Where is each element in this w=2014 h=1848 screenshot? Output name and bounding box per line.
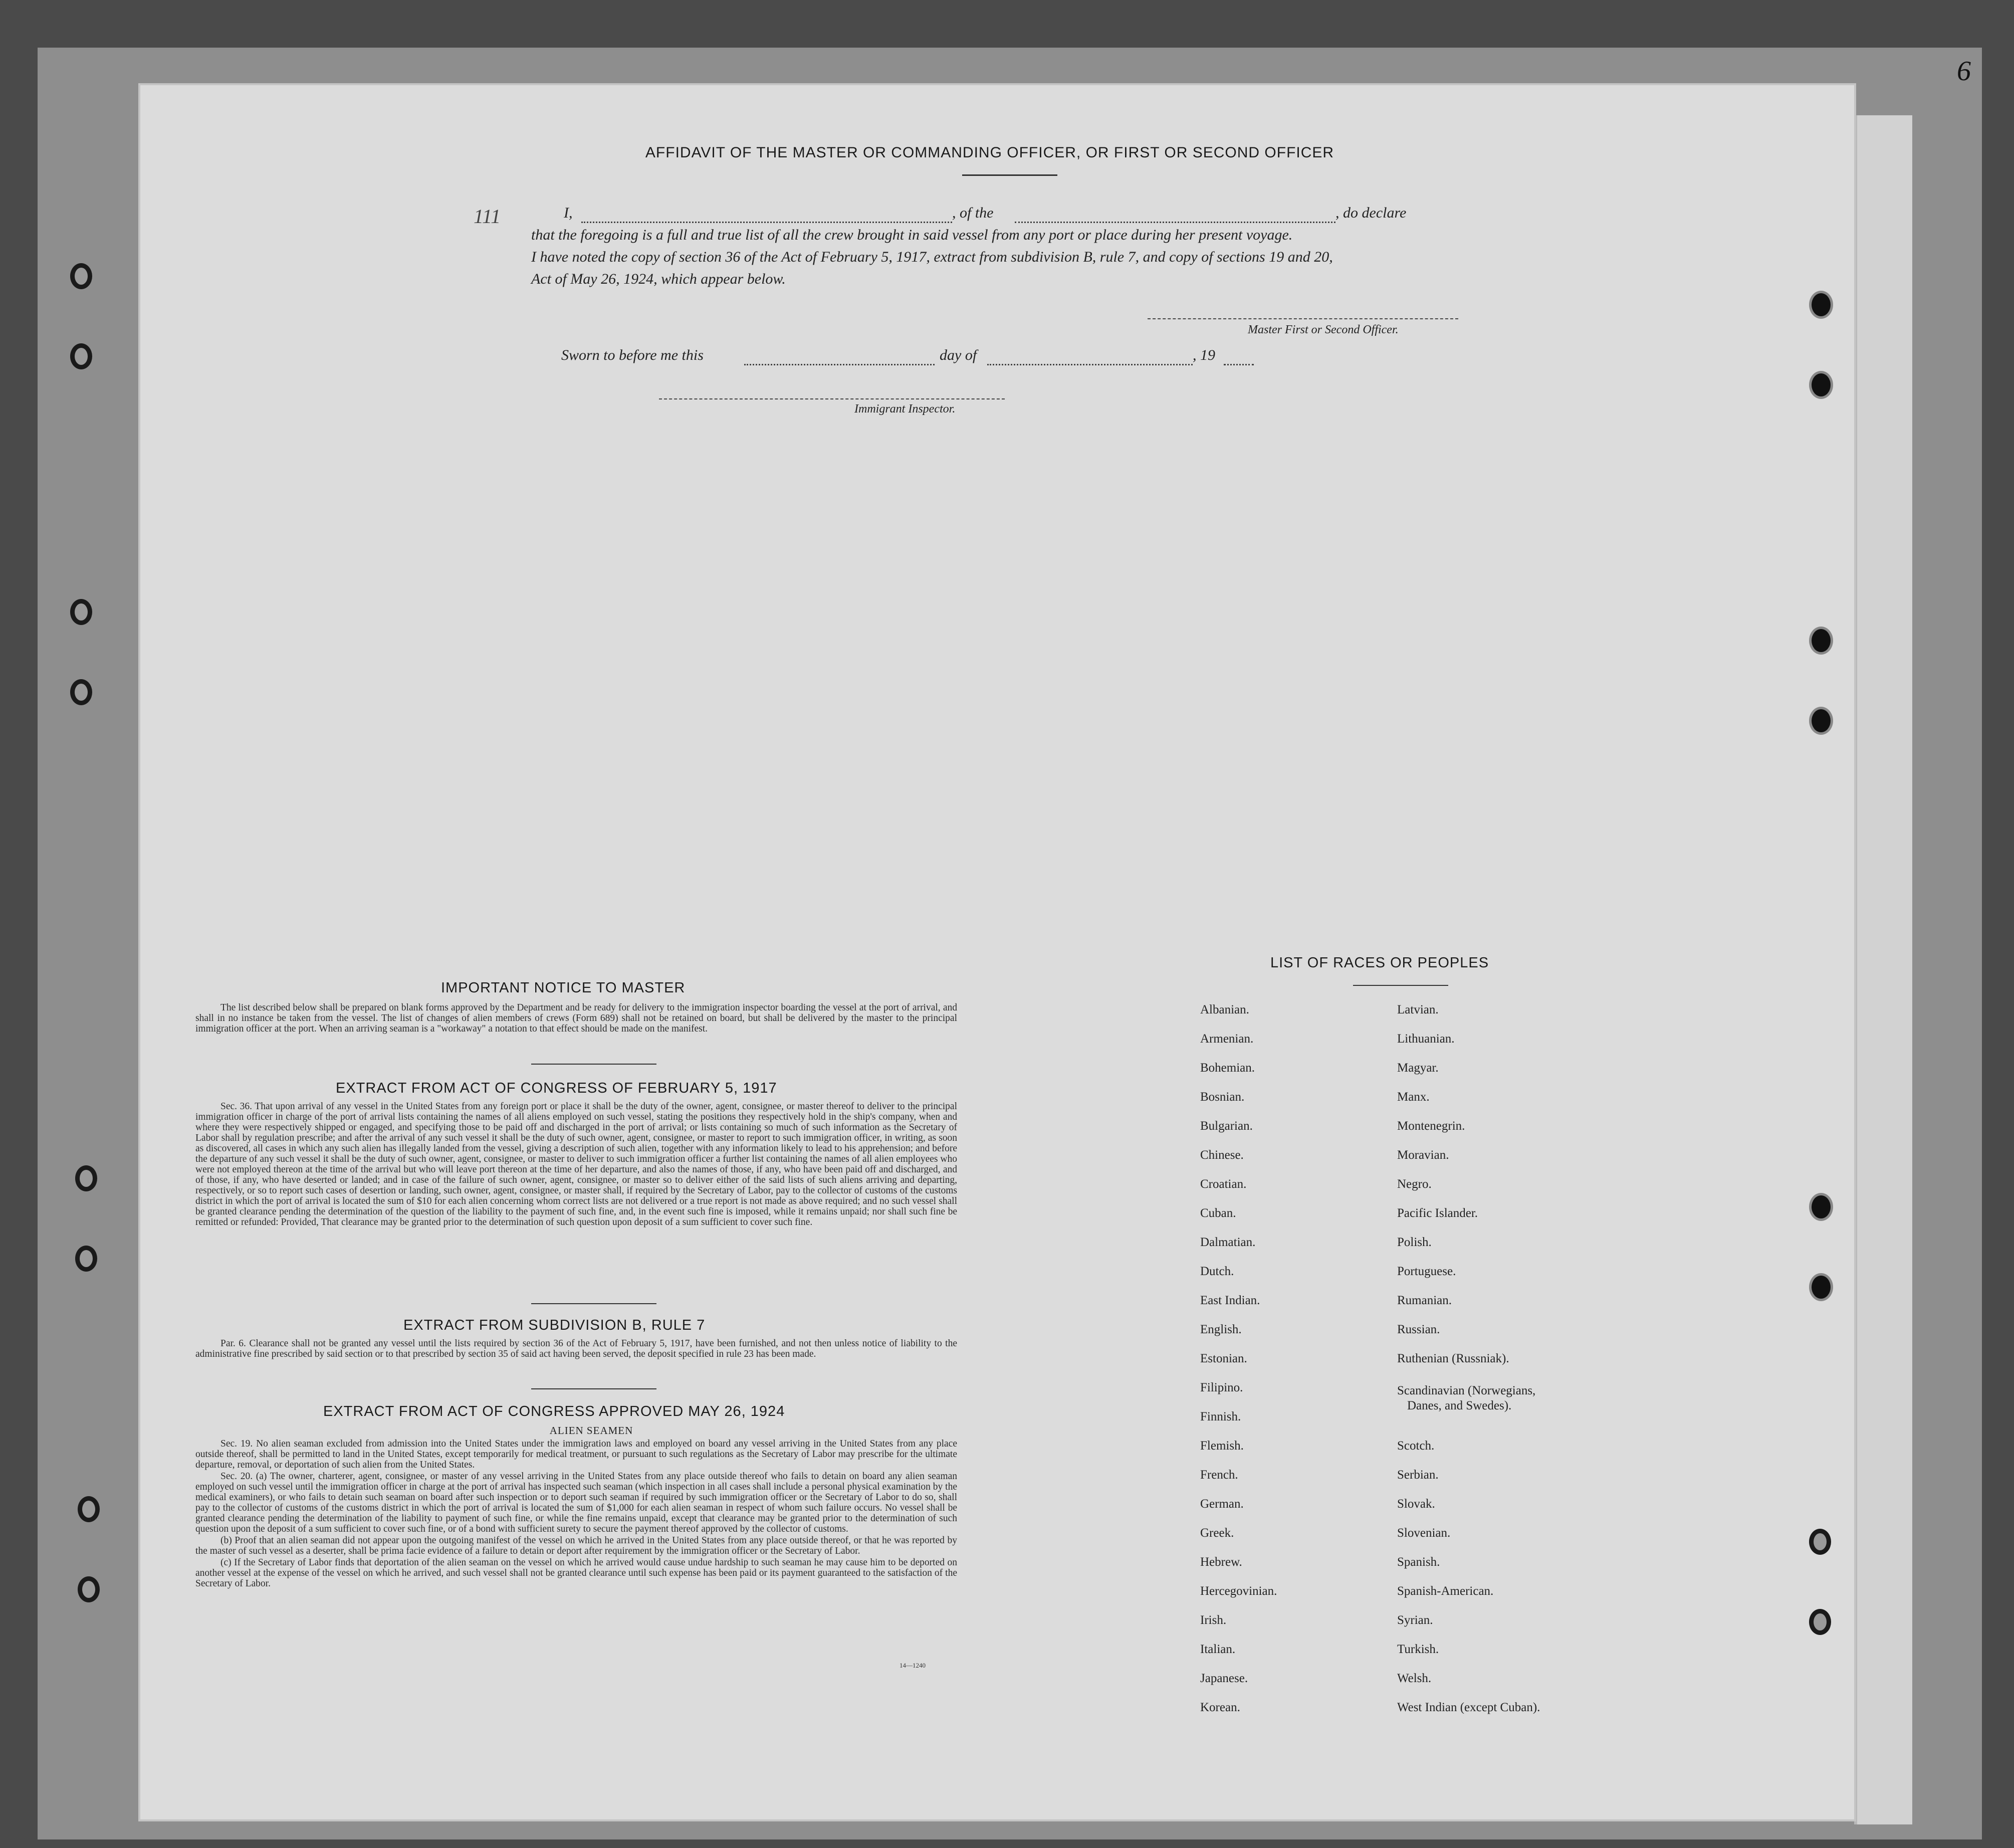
race-item: Slovak. (1397, 1497, 1435, 1511)
notice-title: IMPORTANT NOTICE TO MASTER (441, 980, 686, 996)
race-item: Manx. (1397, 1090, 1430, 1104)
race-item: Welsh. (1397, 1672, 1432, 1685)
race-item: Chinese. (1200, 1148, 1244, 1162)
binder-hole-icon (78, 1576, 100, 1602)
race-item: Croatian. (1200, 1177, 1247, 1191)
page-number-mark: 6 (1957, 56, 1971, 87)
race-item: Spanish. (1397, 1555, 1440, 1569)
sec20b-paragraph: (b) Proof that an alien seaman did not appear upon the outgoing manifest of the vessel on which he arrived in the United States from any place outside thereof, or that he was reported by the master of such vessel as a deserter, shall be prima facie evidence of a failure to detain or deport after requirement by the immigration officer or the Secretary of Labor. (195, 1535, 957, 1556)
race-item: Danes, and Swedes). (1407, 1399, 1512, 1412)
race-item: Hebrew. (1200, 1555, 1242, 1569)
race-item: Magyar. (1397, 1061, 1439, 1075)
day-blank-line (744, 364, 935, 365)
sec36-paragraph: Sec. 36. That upon arrival of any vessel in the United States from any foreign port or place it shall be the duty of the owner, agent, consignee, or master thereof to deliver to the principal immigration officer in charge of the port of arrival lists containing the names of all aliens employed on such vessel, stating the positions they respectively hold in the ship's company, when and where they were respectively shipped or engaged, and specifying those to be paid off and discharged in the port of arrival; or lists containing so much of such information as the Secretary of Labor shall by regulation prescribe; and after the arrival of any such vessel it shall be the duty of such owner, agent, consignee, or master to report to such immigration officer, in writing, as soon as discovered, all cases in which any such alien has illegally landed from the vessel, giving a description of such alien, together with any information likely to lead to his apprehension; and before the departure of any such vessel it shall be the duty of such owner, agent, consignee, or master to deliver to such immigration officer a further list containing the names of all alien employees who were not employed thereon at the time of the arrival but who will leave port thereon at the time of her departure, and also the names of those, if any, who have been paid off and discharged, and of those, if any, who have deserted or landed; and in case of the failure of such owner, agent, consignee, or master so to deliver either of the said lists of such aliens arriving and departing, respectively, or so to report such cases of desertion or landing, such owner, agent, consignee, or master shall, if required by the Secretary of Labor, pay to the collector of customs of the customs district in which the port of arrival is located the sum of $10 for each alien concerning whom correct lists are not delivered or a true report is not made as above required; and no such vessel shall be granted clearance pending the determination of the question of the liability to the payment of such fine, and, in the event such fine is imposed, while it remains unpaid; nor shall such fine be remitted or refunded: Provided, That clearance may be granted prior to the determination of such question upon deposit of a sum sufficient to cover such fine. (195, 1101, 957, 1227)
extract-1924-title: EXTRACT FROM ACT OF CONGRESS APPROVED MAY 26, 1924 (323, 1403, 785, 1419)
affidavit-of-the: , of the (952, 204, 994, 221)
binder-hole-icon (75, 1165, 97, 1191)
inspector-signature-line (659, 398, 1005, 399)
master-caption: Master First or Second Officer. (1248, 323, 1399, 336)
binder-hole-icon (70, 679, 92, 705)
race-item: Dutch. (1200, 1265, 1234, 1278)
race-item: French. (1200, 1468, 1238, 1482)
binder-hole-icon (1809, 371, 1833, 399)
binder-hole-icon (78, 1496, 100, 1522)
year-label: , 19 (1193, 347, 1215, 363)
race-item: Hercegovinian. (1200, 1584, 1277, 1598)
binder-hole-icon (1809, 707, 1833, 735)
notice-paragraph: The list described below shall be prepared on blank forms approved by the Department and be ready for delivery to the immigration inspector boarding the vessel at the port of arrival, and shall in no instance be taken from the vessel. The list of changes of alien members of crews (Form 689) shall not be retained on board, but shall be delivered by the master to the principal immigration officer at the port. When an arriving seaman is a "workaway" a notation to that effect should be made on the manifest. (195, 1002, 957, 1034)
race-item: Negro. (1397, 1177, 1432, 1191)
day-of-label: day of (940, 347, 977, 363)
affidavit-declare: , do declare (1335, 204, 1407, 221)
affidavit-line4: Act of May 26, 1924, which appear below. (531, 271, 786, 287)
binder-hole-icon (75, 1246, 97, 1272)
extract-1917-body (195, 1101, 957, 1228)
master-signature-line (1148, 318, 1458, 319)
divider (531, 1303, 656, 1304)
race-item: Irish. (1200, 1613, 1227, 1627)
sworn-label: Sworn to before me this (561, 347, 704, 363)
race-item: Italian. (1200, 1642, 1236, 1656)
affidavit-line2: that the foregoing is a full and true list of all the crew brought in said vessel from any port or place during her present voyage. (531, 227, 1293, 243)
divider (1353, 985, 1448, 986)
rule7-title: EXTRACT FROM SUBDIVISION B, RULE 7 (403, 1317, 706, 1333)
divider (962, 174, 1057, 176)
inspector-caption: Immigrant Inspector. (854, 402, 956, 416)
race-item: Polish. (1397, 1236, 1432, 1249)
divider (531, 1388, 656, 1389)
binder-hole-icon (70, 343, 92, 369)
race-item: Japanese. (1200, 1672, 1248, 1685)
race-item: Cuban. (1200, 1206, 1236, 1220)
race-item: German. (1200, 1497, 1244, 1511)
race-item: Russian. (1397, 1323, 1440, 1336)
race-item: Korean. (1200, 1701, 1240, 1714)
handwritten-mark: 111 (474, 205, 501, 228)
race-item: Spanish-American. (1397, 1584, 1494, 1598)
race-item: Scotch. (1397, 1439, 1435, 1453)
race-item: Slovenian. (1397, 1526, 1451, 1540)
sec20a-paragraph: Sec. 20. (a) The owner, charterer, agent, consignee, or master of any vessel arriving in the United States from any place outside thereof who fails to detain on board any alien seaman employed on such vessel until the immigration officer in charge at the port of arrival has inspected such seaman (which inspection in all cases shall include a personal physical examination by the medical examiners), or who fails to detain such seaman on board after such inspection or to deport such seaman if required by such immigration officer or the Secretary of Labor to do so, shall pay to the collector of customs of the customs district in which the port of arrival is located the sum of $1,000 for each alien seaman in respect of whom such failure occurs. No vessel shall be granted clearance pending the determination of the liability to payment of such fine, or while the fine remains unpaid, except that clearance may be granted prior to the determination of such question upon the deposit of a sum sufficient to cover such fine, or of a bond with sufficient surety to secure the payment thereof approved by the collector of customs. (195, 1471, 957, 1534)
race-item: West Indian (except Cuban). (1397, 1701, 1540, 1714)
name-blank-line (581, 222, 952, 223)
race-item: Flemish. (1200, 1439, 1244, 1453)
race-item: Lithuanian. (1397, 1032, 1455, 1046)
race-item: Estonian. (1200, 1352, 1247, 1365)
race-item: Serbian. (1397, 1468, 1439, 1482)
race-item: Rumanian. (1397, 1294, 1452, 1307)
binder-hole-icon (1809, 1273, 1833, 1301)
races-title: LIST OF RACES OR PEOPLES (1270, 955, 1489, 971)
document-page (140, 85, 1854, 1819)
race-item: Bulgarian. (1200, 1119, 1253, 1133)
race-item: Albanian. (1200, 1003, 1249, 1016)
race-item: Syrian. (1397, 1613, 1433, 1627)
binder-hole-icon (70, 599, 92, 625)
race-item: Montenegrin. (1397, 1119, 1465, 1133)
underlying-page-edge (1854, 115, 1912, 1824)
race-item: Pacific Islander. (1397, 1206, 1478, 1220)
race-item: Bosnian. (1200, 1090, 1245, 1104)
binder-hole-icon (1809, 1193, 1833, 1221)
race-item: Turkish. (1397, 1642, 1439, 1656)
extract-1917-title: EXTRACT FROM ACT OF CONGRESS OF FEBRUARY 5, 1917 (336, 1080, 777, 1096)
race-item: Greek. (1200, 1526, 1234, 1540)
race-item: Scandinavian (Norwegians, (1397, 1384, 1536, 1397)
notice-body (195, 1002, 957, 1035)
binder-hole-icon (1809, 1609, 1831, 1635)
affidavit-line3: I have noted the copy of section 36 of the Act of February 5, 1917, extract from subdivision B, rule 7, and copy of sections 19 and 20, (531, 249, 1333, 265)
binder-hole-icon (1809, 627, 1833, 655)
extract-1924-body (195, 1439, 957, 1590)
race-item: Armenian. (1200, 1032, 1254, 1046)
sec20c-paragraph: (c) If the Secretary of Labor finds that deportation of the alien seaman on the vessel on which he arrived would cause undue hardship to such seaman he may cause him to be deported on another vessel at the expense of the vessel on which he arrived, and such vessel shall not be granted clearance until such expense has been paid or its payment guaranteed to the satisfaction of the Secretary of Labor. (195, 1557, 957, 1589)
race-item: Finnish. (1200, 1410, 1241, 1423)
race-item: Moravian. (1397, 1148, 1449, 1162)
binder-hole-icon (1809, 291, 1833, 319)
race-item: English. (1200, 1323, 1242, 1336)
month-blank-line (987, 364, 1193, 365)
affidavit-title: AFFIDAVIT OF THE MASTER OR COMMANDING OFFICER, OR FIRST OR SECOND OFFICER (645, 144, 1334, 161)
race-item: Dalmatian. (1200, 1236, 1256, 1249)
race-item: East Indian. (1200, 1294, 1260, 1307)
vessel-blank-line (1015, 222, 1335, 223)
year-blank-line (1224, 364, 1254, 365)
form-number: 14—1240 (900, 1662, 926, 1669)
affidavit-i: I, (564, 204, 573, 221)
race-item: Portuguese. (1397, 1265, 1456, 1278)
binder-hole-icon (70, 263, 92, 289)
rule7-body (195, 1338, 957, 1360)
sec19-paragraph: Sec. 19. No alien seaman excluded from admission into the United States under the immigration laws and employed on board any vessel arriving in the United States from any place outside thereof, shall be permitted to land in the United States, except temporarily for medical treatment, or pursuant to such regulations as the Secretary of Labor may prescribe for the ultimate departure, removal, or deportation of such alien from the United States. (195, 1439, 957, 1470)
race-item: Latvian. (1397, 1003, 1439, 1016)
binder-hole-icon (1809, 1529, 1831, 1555)
alien-seamen-subtitle: ALIEN SEAMEN (549, 1424, 633, 1436)
race-item: Filipino. (1200, 1381, 1243, 1394)
race-item: Bohemian. (1200, 1061, 1255, 1075)
rule7-paragraph: Par. 6. Clearance shall not be granted any vessel until the lists required by section 36 of the Act of February 5, 1917, have been furnished, and not then unless notice of liability to the administrative fine prescribed by said section or to that prescribed by section 35 of said act having been served, the deposit specified in rule 23 has been made. (195, 1338, 957, 1359)
race-item: Ruthenian (Russniak). (1397, 1352, 1509, 1365)
divider (531, 1064, 656, 1065)
